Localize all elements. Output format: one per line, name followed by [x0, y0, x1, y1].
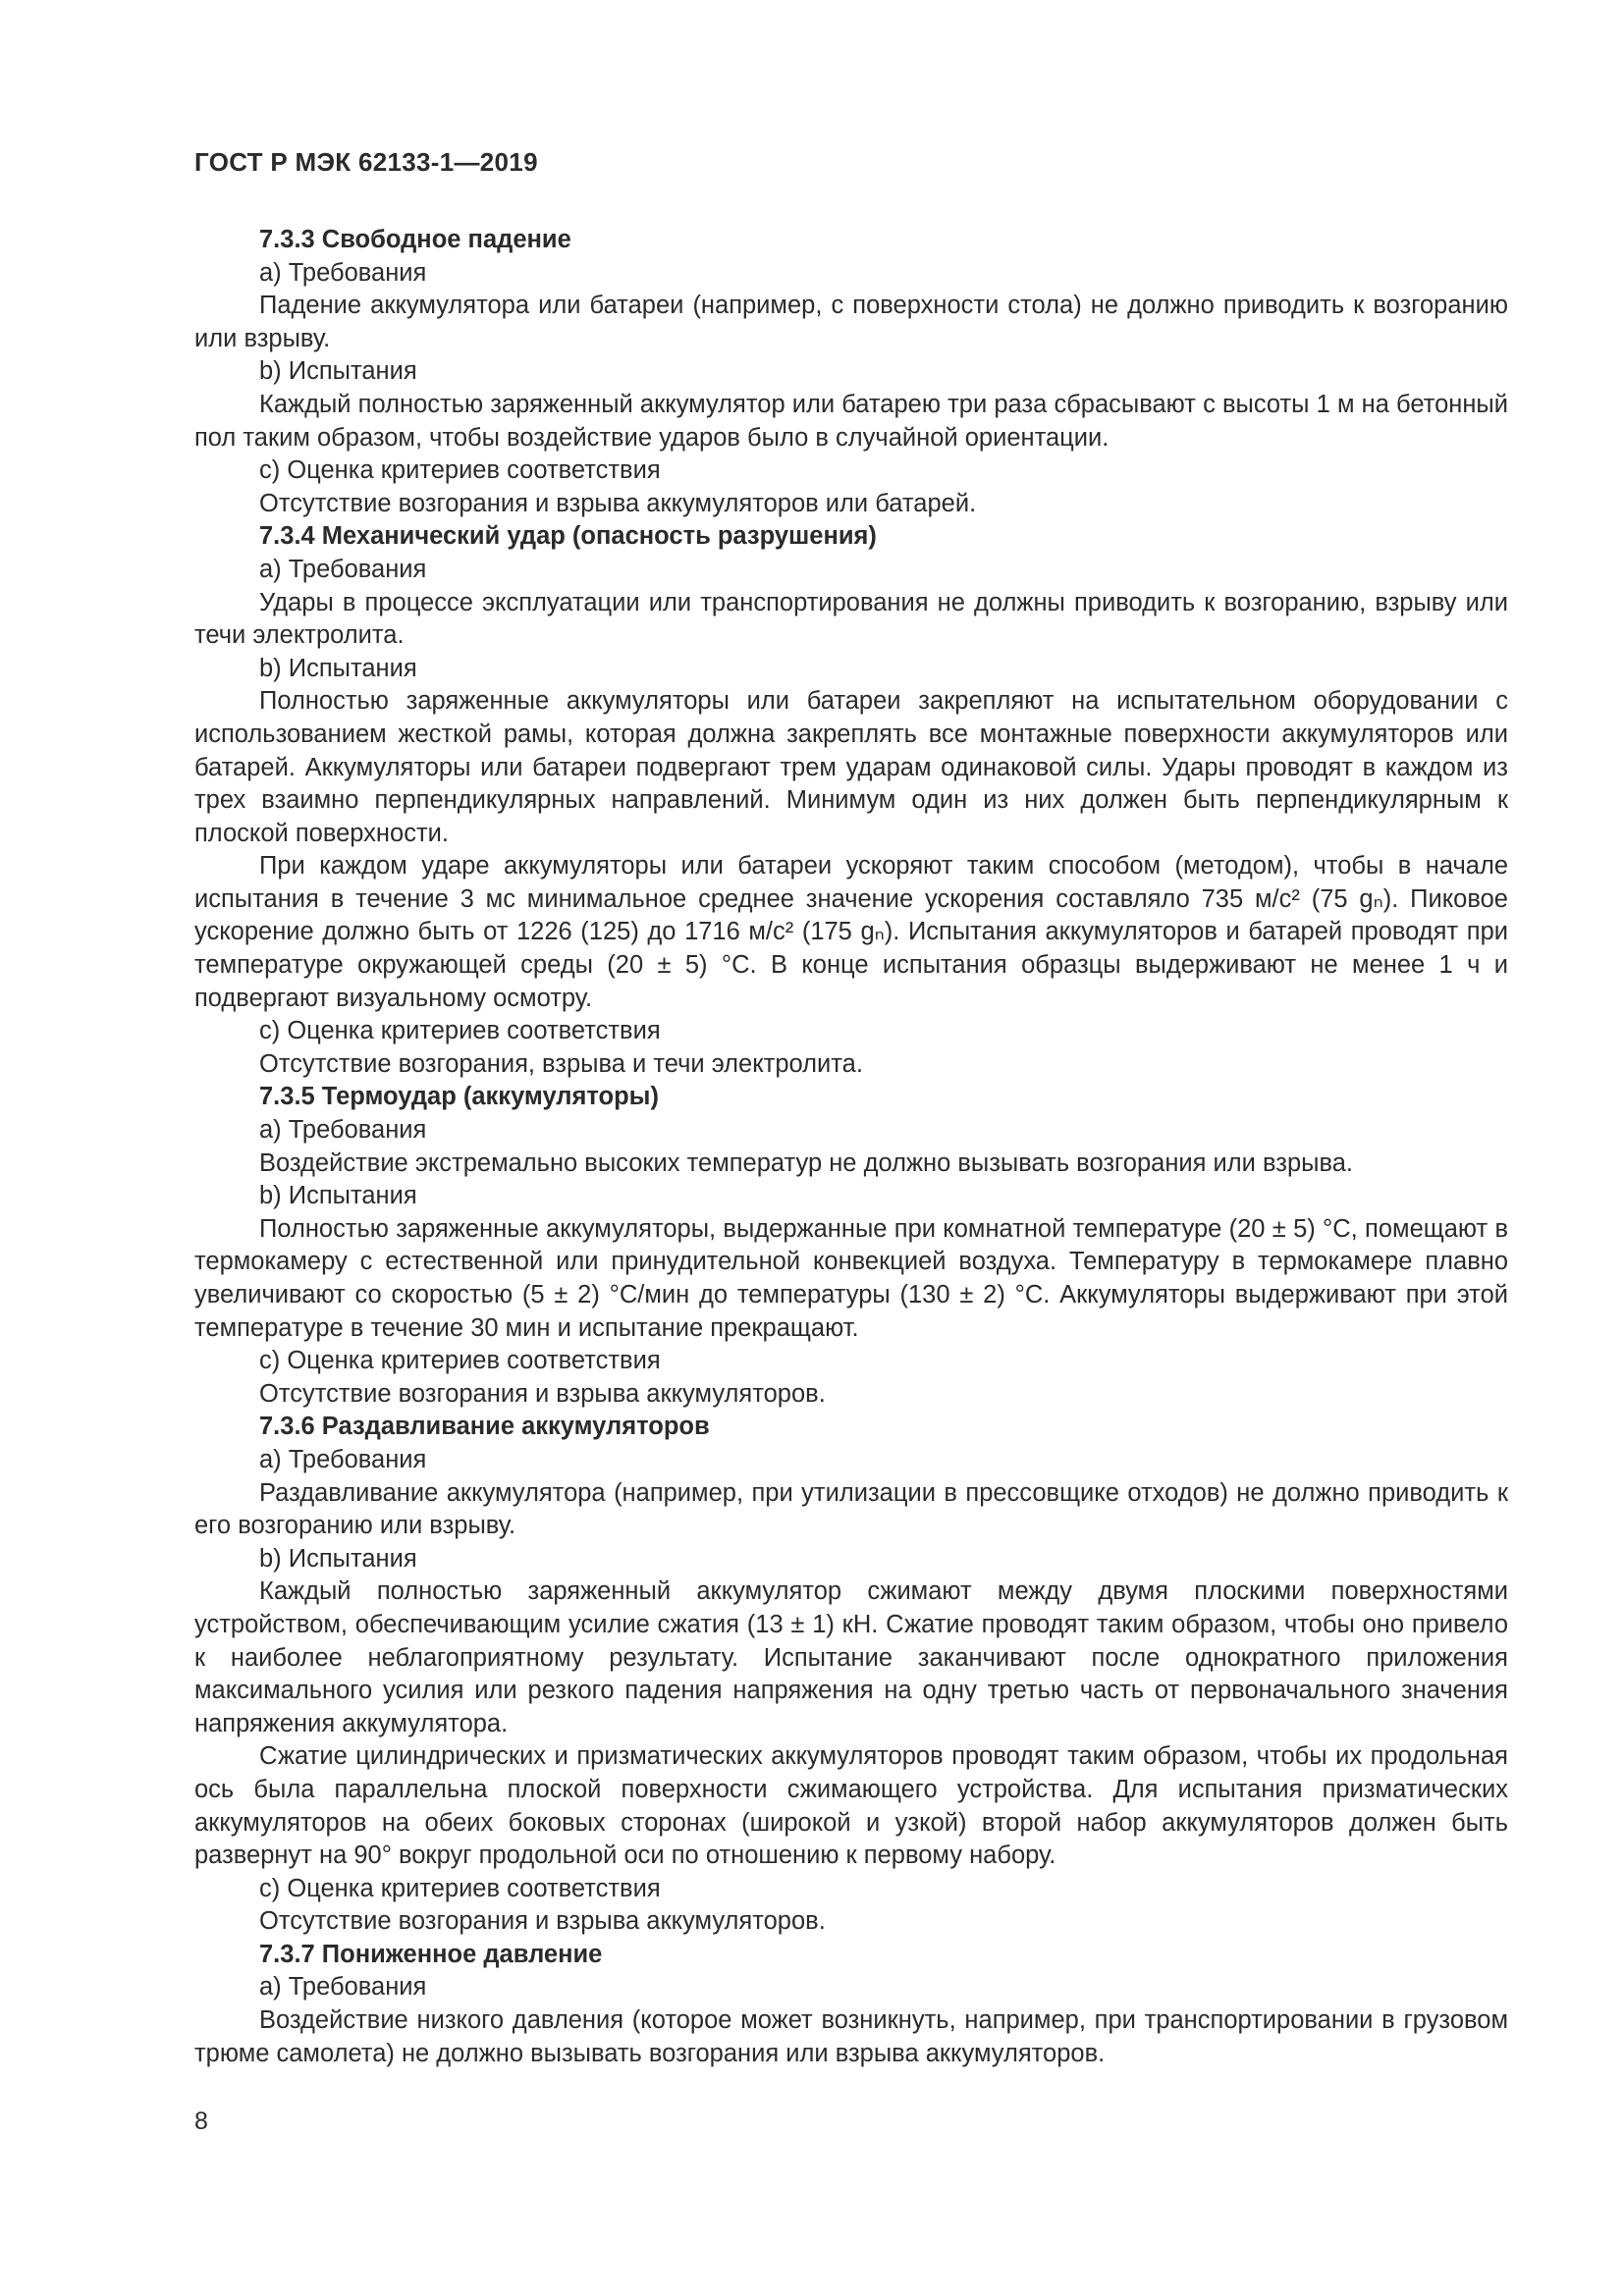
subsection-label: а) Требования — [259, 1973, 427, 2002]
subsection-label: с) Оценка критериев соответствия — [259, 1017, 661, 1045]
subsection-label: с) Оценка критериев соответствия — [259, 456, 661, 485]
paragraph: Отсутствие возгорания и взрыва аккумуляторов. — [259, 1379, 826, 1408]
subsection-label: а) Требования — [259, 258, 427, 287]
paragraph: Каждый полностью заряженный аккумулятор или батарею три раза сбрасывают с высоты 1 м на бетонный пол таким образом, чтобы воздействие ударов было в случайной ориентации. — [194, 390, 1508, 452]
subsection-label: а) Требования — [259, 1445, 427, 1473]
paragraph: Отсутствие возгорания, взрыва и течи электролита. — [259, 1049, 863, 1078]
subsection-label: b) Испытания — [259, 1544, 417, 1573]
paragraph: Полностью заряженные аккумуляторы, выдержанные при комнатной температуре (20 ± 5) °С, помещают в термокамеру с естественной или принудительной конвекцией воздуха. Температуру в термокамере плавно увеличивают со скоростью (5 ± 2) °С/мин до температуры (130 ± 2) °С. Аккумуляторы выдерживают при этой температуре в течение 30 мин и испытание прекращают. — [194, 1214, 1508, 1342]
paragraph: Воздействие экстремально высоких температур не должно вызывать возгорания или взрыва. — [259, 1148, 1353, 1177]
paragraph: Удары в процессе эксплуатации или транспортирования не должны приводить к возгоранию, взрыву или течи электролита. — [194, 588, 1508, 650]
section-heading: 7.3.6 Раздавливание аккумуляторов — [259, 1413, 710, 1441]
paragraph: Раздавливание аккумулятора (например, при утилизации в прессовщике отходов) не должно приводить к его возгоранию или взрыву. — [194, 1478, 1508, 1540]
paragraph: Полностью заряженные аккумуляторы или батареи закрепляют на испытательном оборудовании с использованием жесткой рамы, которая должна закреплять все монтажные поверхности аккумуляторов или батарей. Аккумуляторы или батареи подвергают трем ударам одинаковой силы. Удары проводят в каждом из трех взаимно перпендикулярных направлений. Минимум один из них должен быть перпендикулярным к плоской поверхности. — [194, 687, 1508, 847]
subsection-label: а) Требования — [259, 555, 427, 583]
paragraph: При каждом ударе аккумуляторы или батареи ускоряют таким способом (методом), чтобы в начале испытания в течение 3 мс минимальное среднее значение ускорения составляло 735 м/с² (75 gₙ). Пиковое ускорение должно быть от 1226 (125) до 1716 м/с² (175 gₙ). Испытания аккумуляторов и батарей проводят при температуре окружающей среды (20 ± 5) °С. В конце испытания образцы выдерживают не менее 1 ч и подвергают визуальному осмотру. — [194, 852, 1508, 1012]
section-heading: 7.3.5 Термоудар (аккумуляторы) — [259, 1083, 659, 1111]
section-heading: 7.3.7 Пониженное давление — [259, 1940, 603, 1968]
subsection-label: с) Оценка критериев соответствия — [259, 1874, 661, 1902]
subsection-label: b) Испытания — [259, 357, 417, 386]
paragraph: Воздействие низкого давления (которое может возникнуть, например, при транспортировании в грузовом трюме самолета) не должно вызывать возгорания или взрыва аккумуляторов. — [194, 2006, 1508, 2067]
paragraph: Падение аккумулятора или батареи (например, с поверхности стола) не должно приводить к возгоранию или взрыву. — [194, 292, 1508, 352]
paragraph: Отсутствие возгорания и взрыва аккумуляторов или батарей. — [259, 489, 977, 517]
document-header: ГОСТ Р МЭК 62133-1—2019 — [194, 147, 538, 177]
page-number: 8 — [194, 2108, 208, 2135]
subsection-label: а) Требования — [259, 1116, 427, 1145]
document-body — [194, 224, 1508, 2070]
subsection-label: b) Испытания — [259, 1182, 417, 1210]
subsection-label: b) Испытания — [259, 654, 417, 682]
subsection-label: с) Оценка критериев соответствия — [259, 1347, 661, 1375]
section-heading: 7.3.3 Свободное падение — [259, 226, 571, 253]
paragraph: Сжатие цилиндрических и призматических аккумуляторов проводят таким образом, чтобы их продольная ось была параллельна плоской поверхности сжимающего устройства. Для испытания призматических аккумуляторов на обеих боковых сторонах (широкой и узкой) второй набор аккумуляторов должен быть развернут на 90° вокруг продольной оси по отношению к первому набору. — [194, 1742, 1508, 1870]
paragraph: Каждый полностью заряженный аккумулятор сжимают между двумя плоскими поверхностями устройством, обеспечивающим усилие сжатия (13 ± 1) кН. Сжатие проводят таким образом, чтобы оно привело к наиболее неблагоприятному результату. Испытание заканчивают после однократного приложения максимального усилия или резкого падения напряжения на одну третью часть от первоначального значения напряжения аккумулятора. — [194, 1577, 1508, 1737]
paragraph: Отсутствие возгорания и взрыва аккумуляторов. — [259, 1907, 826, 1936]
section-heading: 7.3.4 Механический удар (опасность разрушения) — [259, 522, 877, 551]
